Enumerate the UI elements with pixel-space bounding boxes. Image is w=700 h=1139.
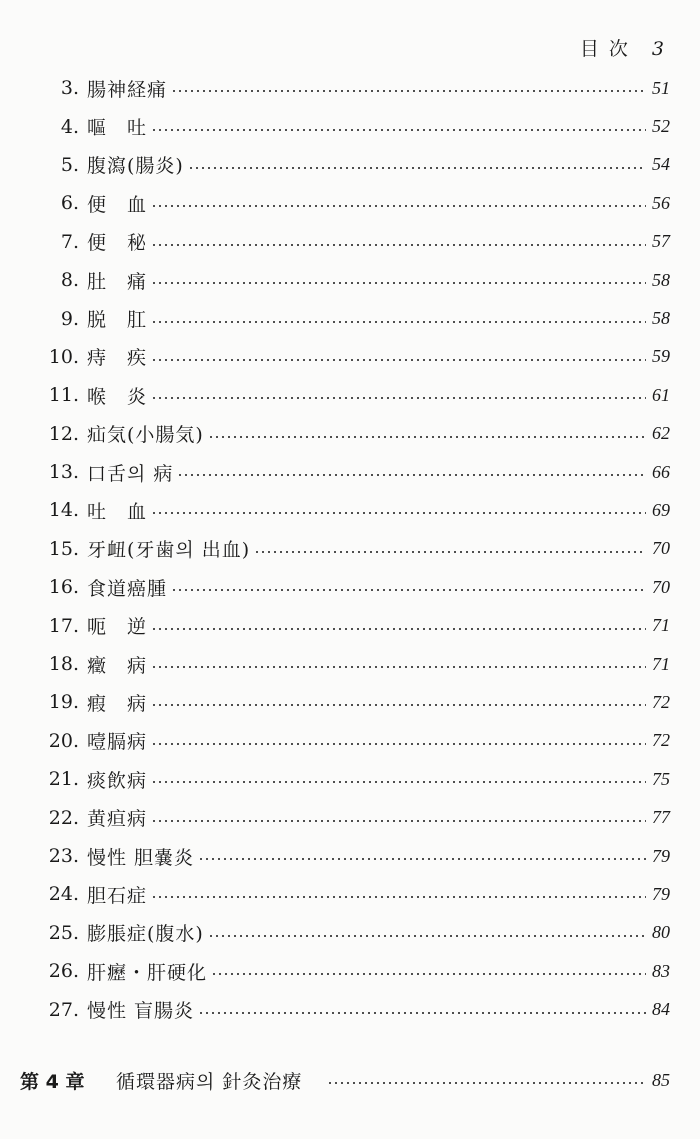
dot-leader xyxy=(171,90,646,92)
entry-title: 疝気(小腸気) xyxy=(87,424,204,447)
entry-title: 呃 逆 xyxy=(87,616,148,639)
entry-title: 肝癧・肝硬化 xyxy=(87,961,208,984)
dot-leader xyxy=(151,896,646,898)
toc-entry[interactable] xyxy=(0,491,700,529)
entry-title: 痰飲病 xyxy=(87,769,148,792)
chapter-title: 循環器病의 針灸治療 xyxy=(116,1070,303,1093)
entry-number: 7. xyxy=(60,230,79,253)
entry-page-number: 59 xyxy=(652,346,670,367)
entry-number: 19. xyxy=(48,691,79,714)
table-of-contents xyxy=(0,69,700,1029)
toc-entry[interactable] xyxy=(0,760,700,798)
entry-title: 肚 痛 xyxy=(87,270,148,293)
entry-page-number: 75 xyxy=(652,768,670,789)
entry-page-number: 62 xyxy=(652,423,670,444)
dot-leader xyxy=(177,474,646,476)
dot-leader xyxy=(151,781,646,783)
entry-number: 21. xyxy=(48,768,79,791)
toc-entry[interactable] xyxy=(0,415,700,453)
entry-number: 23. xyxy=(48,845,79,867)
dot-leader xyxy=(211,973,646,975)
entry-page-number: 52 xyxy=(652,116,670,137)
chapter-label: 第 4 章 xyxy=(20,1070,85,1093)
entry-number: 18. xyxy=(48,653,79,676)
toc-entry[interactable] xyxy=(0,261,700,299)
toc-entry[interactable] xyxy=(0,107,700,145)
entry-page-number: 71 xyxy=(652,653,670,674)
entry-page-number: 72 xyxy=(652,730,670,751)
toc-entry[interactable] xyxy=(0,798,700,836)
dot-leader xyxy=(151,628,646,630)
dot-leader xyxy=(151,129,646,131)
entry-number: 27. xyxy=(48,998,79,1021)
entry-number: 12. xyxy=(48,422,79,445)
toc-entry[interactable] xyxy=(0,606,700,644)
toc-entry[interactable] xyxy=(0,299,700,337)
entry-number: 3. xyxy=(60,77,79,100)
dot-leader xyxy=(327,1082,646,1084)
entry-title: 牙衄(牙歯의 出血) xyxy=(87,539,251,562)
entry-number: 26. xyxy=(48,960,79,983)
entry-title: 慢性 盲腸炎 xyxy=(87,1000,195,1023)
entry-number: 17. xyxy=(48,614,79,637)
dot-leader xyxy=(151,397,646,399)
toc-entry[interactable] xyxy=(0,837,700,875)
entry-number: 15. xyxy=(48,537,79,560)
dot-leader xyxy=(208,436,646,438)
toc-entry[interactable] xyxy=(0,338,700,376)
chapter-page-number: 85 xyxy=(652,1069,670,1090)
entry-number: 13. xyxy=(48,461,79,484)
entry-title: 嘔 吐 xyxy=(87,117,148,140)
entry-page-number: 70 xyxy=(652,576,670,597)
entry-page-number: 61 xyxy=(652,384,670,405)
entry-title: 口舌의 病 xyxy=(87,462,174,485)
entry-number: 25. xyxy=(48,921,79,944)
entry-title: 喉 炎 xyxy=(87,385,148,408)
entry-title: 便 秘 xyxy=(87,232,148,255)
toc-entry[interactable] xyxy=(0,952,700,990)
entry-number: 24. xyxy=(48,883,79,906)
entry-page-number: 56 xyxy=(652,192,670,213)
entry-number: 20. xyxy=(48,729,79,752)
entry-page-number: 70 xyxy=(652,538,670,559)
entry-page-number: 84 xyxy=(652,999,670,1020)
entry-number: 10. xyxy=(48,345,79,368)
dot-leader xyxy=(198,858,646,860)
entry-page-number: 66 xyxy=(652,461,670,482)
dot-leader xyxy=(151,321,646,323)
entry-page-number: 54 xyxy=(652,154,670,175)
entry-number: 11. xyxy=(48,384,79,407)
dot-leader xyxy=(151,743,646,745)
entry-title: 吐 血 xyxy=(87,500,148,523)
entry-number: 22. xyxy=(48,806,79,829)
entry-page-number: 79 xyxy=(652,845,670,866)
entry-title: 膨脹症(腹水) xyxy=(87,923,204,946)
entry-page-number: 58 xyxy=(652,269,670,290)
entry-number: 8. xyxy=(60,269,79,292)
dot-leader xyxy=(151,512,646,514)
toc-entry[interactable] xyxy=(0,453,700,491)
toc-entry[interactable] xyxy=(0,376,700,414)
chapter-heading-row[interactable] xyxy=(0,1061,700,1099)
dot-leader xyxy=(171,589,646,591)
entry-number: 4. xyxy=(60,115,79,138)
dot-leader xyxy=(151,666,646,668)
entry-page-number: 79 xyxy=(652,883,670,904)
entry-title: 黄疸病 xyxy=(87,808,148,831)
toc-entry[interactable] xyxy=(0,530,700,568)
section-title: 目 次 xyxy=(579,38,630,60)
toc-entry[interactable] xyxy=(0,645,700,683)
entry-page-number: 83 xyxy=(652,960,670,981)
toc-entry[interactable] xyxy=(0,568,700,606)
entry-number: 9. xyxy=(60,307,79,330)
toc-entry[interactable] xyxy=(0,184,700,222)
entry-title: 腸神経痛 xyxy=(87,78,168,101)
entry-title: 痔 疾 xyxy=(87,347,148,370)
toc-entry[interactable] xyxy=(0,875,700,913)
entry-number: 6. xyxy=(60,192,79,215)
entry-number: 14. xyxy=(48,499,79,522)
entry-title: 瘕 病 xyxy=(87,692,148,715)
dot-leader xyxy=(254,551,646,553)
toc-entry[interactable] xyxy=(0,69,700,107)
dot-leader xyxy=(151,205,646,207)
toc-entry[interactable] xyxy=(0,683,700,721)
entry-title: 噎膈病 xyxy=(87,731,148,754)
dot-leader xyxy=(208,935,646,937)
toc-entry[interactable] xyxy=(0,722,700,760)
entry-page-number: 72 xyxy=(652,691,670,712)
toc-entry[interactable] xyxy=(0,990,700,1028)
dot-leader xyxy=(188,167,646,169)
entry-title: 食道癌腫 xyxy=(87,577,168,600)
dot-leader xyxy=(151,282,646,284)
entry-page-number: 69 xyxy=(652,499,670,520)
entry-page-number: 57 xyxy=(652,231,670,252)
dot-leader xyxy=(198,1012,646,1014)
dot-leader xyxy=(151,244,646,246)
entry-title: 胆石症 xyxy=(87,884,148,907)
header-page-number: 3 xyxy=(651,38,666,60)
toc-entry[interactable] xyxy=(0,914,700,952)
toc-entry[interactable] xyxy=(0,223,700,261)
entry-page-number: 71 xyxy=(652,615,670,636)
running-head xyxy=(580,34,666,61)
entry-title: 腹瀉(腸炎) xyxy=(87,155,184,178)
entry-title: 癥 病 xyxy=(87,654,148,677)
entry-title: 慢性 胆嚢炎 xyxy=(87,846,195,869)
entry-page-number: 77 xyxy=(652,807,670,828)
entry-title: 便 血 xyxy=(87,193,148,216)
dot-leader xyxy=(151,820,646,822)
dot-leader xyxy=(151,704,646,706)
entry-number: 16. xyxy=(48,576,79,599)
entry-number: 5. xyxy=(60,153,79,176)
entry-page-number: 80 xyxy=(652,922,670,943)
entry-page-number: 51 xyxy=(652,77,670,98)
entry-title: 脱 肛 xyxy=(87,309,148,332)
entry-page-number: 58 xyxy=(652,308,670,329)
dot-leader xyxy=(151,359,646,361)
toc-entry[interactable] xyxy=(0,146,700,184)
